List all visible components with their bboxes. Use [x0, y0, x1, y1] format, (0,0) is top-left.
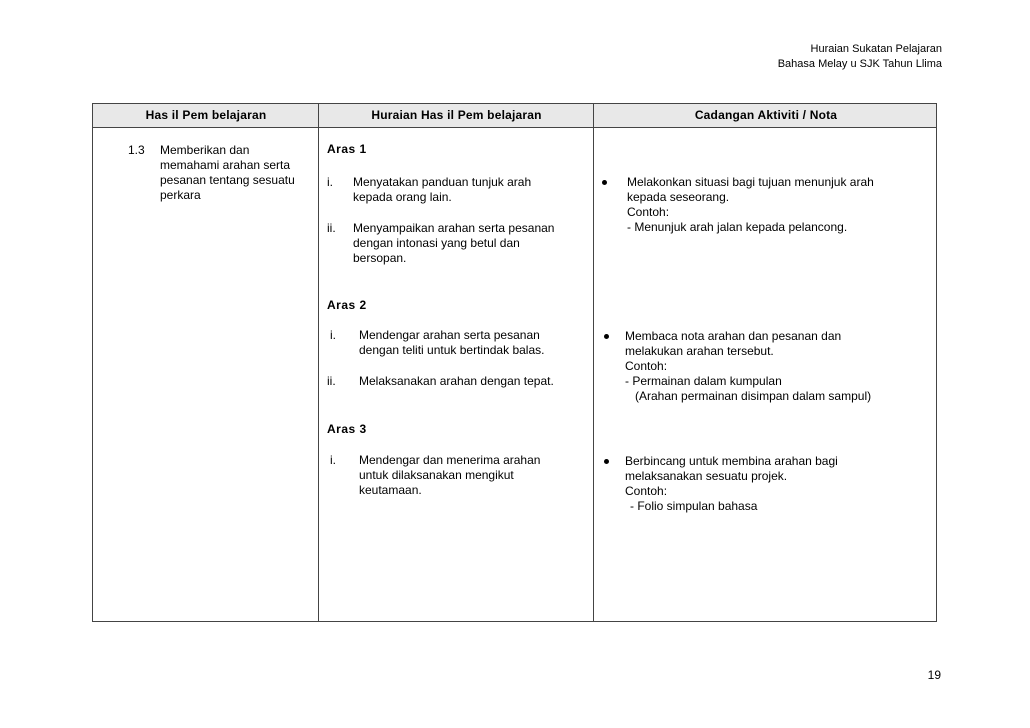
- bullet-icon: [604, 459, 609, 464]
- aras-2-activity-line: (Arahan permainan disimpan dalam sampul): [635, 389, 872, 403]
- document-header: [778, 42, 942, 72]
- aras-1-activity-line: Contoh:: [627, 205, 670, 219]
- bullet-icon: [604, 334, 609, 339]
- col-header-hasil: Has il Pem belajaran: [145, 108, 267, 122]
- column-divider: [318, 104, 319, 621]
- aras-3-activity-line: Berbincang untuk membina arahan bagi: [625, 454, 838, 468]
- aras-1-item-2-number: ii.: [327, 221, 336, 235]
- aras-1-item-1-number: i.: [327, 175, 333, 189]
- aras-2-activity-line: melakukan arahan tersebut.: [625, 344, 774, 358]
- aras-2-item-1-line: Mendengar arahan serta pesanan: [359, 328, 540, 342]
- aras-2-item-1-line: dengan teliti untuk bertindak balas.: [359, 343, 545, 357]
- column-divider: [593, 104, 594, 621]
- aras-2-item-1-number: i.: [330, 328, 336, 342]
- aras-3-item-1-line: untuk dilaksanakan mengikut: [359, 468, 514, 482]
- outcome-line: Memberikan dan: [160, 143, 250, 157]
- col-header-huraian: Huraian Has il Pem belajaran: [371, 108, 542, 122]
- aras-2-activity-line: - Permainan dalam kumpulan: [625, 374, 782, 388]
- aras-3-activity-line: melaksanakan sesuatu projek.: [625, 469, 788, 483]
- outcome-line: pesanan tentang sesuatu: [160, 173, 295, 187]
- header-line-2: Bahasa Melay u SJK Tahun Llima: [777, 58, 942, 70]
- bullet-icon: [602, 180, 607, 185]
- aras-1-item-1-line: kepada orang lain.: [353, 190, 452, 204]
- aras-1-item-2-line: dengan intonasi yang betul dan: [353, 236, 520, 250]
- aras-3-item-1-line: Mendengar dan menerima arahan: [359, 453, 541, 467]
- curriculum-table: [92, 103, 937, 622]
- outcome-line: perkara: [160, 188, 201, 202]
- outcome-line: memahami arahan serta: [160, 158, 291, 172]
- header-line-1: Huraian Sukatan Pelajaran: [810, 43, 942, 55]
- aras-1-item-2-line: bersopan.: [353, 251, 407, 265]
- aras-1-activity-line: - Menunjuk arah jalan kepada pelancong.: [627, 220, 848, 234]
- aras-3-item-1-line: keutamaan.: [359, 483, 422, 497]
- aras-2-item-2-line: Melaksanakan arahan dengan tepat.: [359, 374, 554, 388]
- aras-1-item-2-line: Menyampaikan arahan serta pesanan: [353, 221, 555, 235]
- aras-2-title: Aras 2: [327, 298, 367, 312]
- page-number: 19: [927, 668, 941, 682]
- aras-3-title: Aras 3: [327, 422, 367, 436]
- aras-1-title: Aras 1: [327, 142, 367, 156]
- aras-2-activity-line: Membaca nota arahan dan pesanan dan: [625, 329, 842, 343]
- aras-2-activity-line: Contoh:: [625, 359, 668, 373]
- aras-3-activity-line: Contoh:: [625, 484, 668, 498]
- aras-3-item-1-number: i.: [330, 453, 336, 467]
- aras-1-item-1-line: Menyatakan panduan tunjuk arah: [353, 175, 532, 189]
- aras-1-activity-line: kepada seseorang.: [627, 190, 730, 204]
- outcome-number: 1.3: [128, 143, 145, 157]
- aras-2-item-2-number: ii.: [327, 374, 336, 388]
- col-header-cadangan: Cadangan Aktiviti / Nota: [694, 108, 838, 122]
- aras-1-activity-line: Melakonkan situasi bagi tujuan menunjuk arah: [627, 175, 874, 189]
- aras-3-activity-line: - Folio simpulan bahasa: [630, 499, 758, 513]
